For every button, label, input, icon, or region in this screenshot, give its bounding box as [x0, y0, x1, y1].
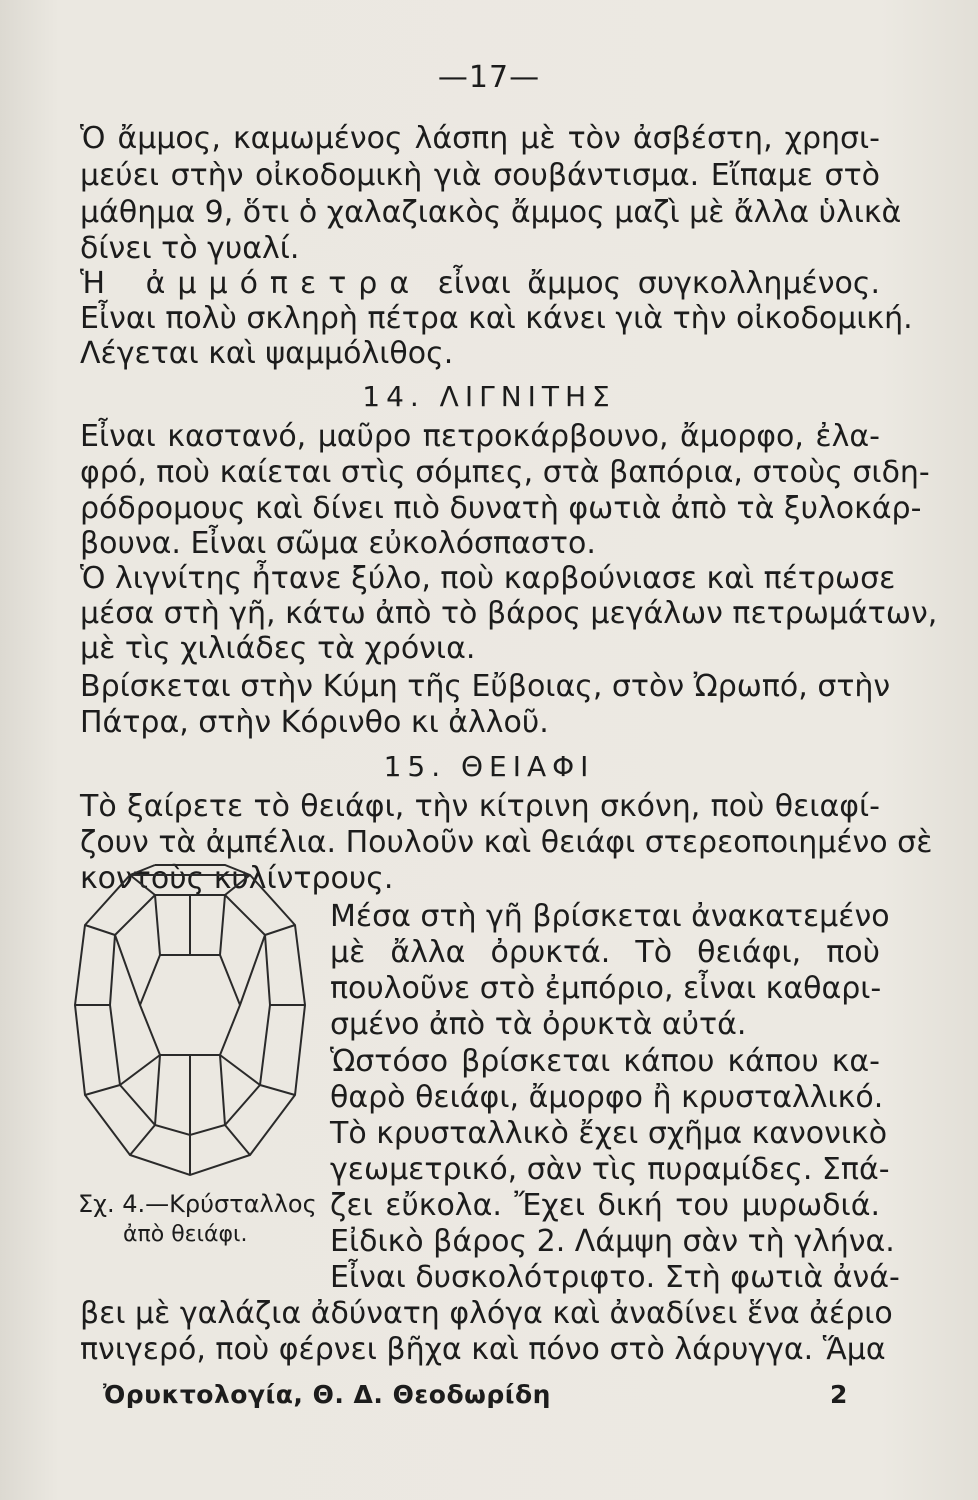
psammopetra-rest: εἶναι ἄμμος συγκολλημένος.: [437, 266, 881, 301]
text-line: μὲ ἄλλα ὀρυκτά. Τὸ θειάφι, ποὺ: [330, 935, 880, 970]
text-line: Βρίσκεται στὴν Κύμη τῆς Εὔβοιας, στὸν Ὠρωπό, στὴν: [80, 669, 891, 704]
text-line: γεωμετρικό, σὰν τὶς πυραμίδες. Σπά-: [330, 1152, 890, 1187]
text-line: μάθημα 9, ὅτι ὁ χαλαζιακὸς ἄμμος μαζὶ μὲ ἄλλα ὑλικὰ: [80, 195, 902, 230]
text-line: Τὸ κρυσταλλικὸ ἔχει σχῆμα κανονικὸ: [330, 1116, 888, 1151]
text-line: θαρὸ θειάφι, ἄμορφο ἢ κρυσταλλικό.: [330, 1080, 884, 1115]
text-line: Λέγεται καὶ ψαμμόλιθος.: [80, 336, 454, 371]
text-line: δίνει τὸ γυαλί.: [80, 231, 300, 266]
text-line: Ὁ ἄμμος, καμωμένος λάσπη μὲ τὸν ἀσβέστη, χρησι-: [80, 121, 880, 156]
page-number: —17—: [437, 60, 541, 95]
text-line: Εἰδικὸ βάρος 2. Λάμψη σὰν τὴ γλήνα.: [330, 1224, 895, 1259]
text-line: πνιγερό, ποὺ φέρνει βῆχα καὶ πόνο στὸ λάρυγγα. Ἅμα: [80, 1332, 886, 1367]
text-line: βουνα. Εἶναι σῶμα εὐκολόσπαστο.: [80, 526, 596, 561]
text-line: πουλοῦνε στὸ ἐμπόριο, εἶναι καθαρι-: [330, 971, 882, 1006]
text-line: Εἶναι πολὺ σκληρὴ πέτρα καὶ κάνει γιὰ τὴν οἰκοδομική.: [80, 301, 913, 336]
text-line: Ὡστόσο βρίσκεται κάπου κάπου κα-: [330, 1044, 880, 1079]
psammopetra-paragraph: [80, 267, 880, 301]
figure-caption-line2: ἀπὸ θειάφι.: [123, 1222, 248, 1247]
text-line: μέσα στὴ γῆ, κάτω ἀπὸ τὸ βάρος μεγάλων πετρωμάτων,: [80, 596, 938, 631]
footer-book-title: Ὀρυκτολογία, Θ. Δ. Θεοδωρίδη: [103, 1380, 551, 1409]
text-line: Τὸ ξαίρετε τὸ θειάφι, τὴν κίτρινη σκόνη, ποὺ θειαφί-: [80, 789, 880, 824]
footer-signature-number: 2: [830, 1380, 848, 1409]
text-line: ζουν τὰ ἀμπέλια. Πουλοῦν καὶ θειάφι στερεοποιημένο σὲ: [80, 825, 933, 860]
text-line: βει μὲ γαλάζια ἀδύνατη φλόγα καὶ ἀναδίνει ἕνα ἀέριο: [80, 1296, 893, 1331]
section-heading-sulfur: 15. ΘΕΙΑΦΙ: [383, 750, 595, 783]
text-line: Εἶναι καστανό, μαῦρο πετροκάρβουνο, ἄμορφο, ἐλα-: [80, 419, 880, 454]
sulfur-crystal-figure: [70, 855, 310, 1185]
text-line: ρόδρομους καὶ δίνει πιὸ δυνατὴ φωτιὰ ἀπὸ τὰ ξυλοκάρ-: [80, 491, 922, 526]
text-line: Μέσα στὴ γῆ βρίσκεται ἀνακατεμένο: [330, 899, 890, 934]
section-heading-lignite: 14. ΛΙΓΝΙΤΗΣ: [362, 380, 616, 413]
text-line: σμένο ἀπὸ τὰ ὀρυκτὰ αὐτά.: [330, 1007, 747, 1042]
text-line: Ὁ λιγνίτης ἦτανε ξύλο, ποὺ καρβούνιασε καὶ πέτρωσε: [80, 561, 896, 596]
text-line: Εἶναι δυσκολότριφτο. Στὴ φωτιὰ ἀνά-: [330, 1260, 900, 1295]
psammopetra-term: Ἡ ἀμμόπετρα: [80, 266, 422, 301]
text-line: μεύει στὴν οἰκοδομικὴ γιὰ σουβάντισμα. Εἴπαμε στὸ: [80, 158, 880, 193]
text-line: κοντοὺς κυλίντρους.: [80, 861, 394, 896]
text-line: μὲ τὶς χιλιάδες τὰ χρόνια.: [80, 631, 476, 666]
text-line: Πάτρα, στὴν Κόρινθο κι ἀλλοῦ.: [80, 705, 549, 740]
text-line: φρό, ποὺ καίεται στὶς σόμπες, στὰ βαπόρια, στοὺς σιδη-: [80, 455, 930, 490]
figure-caption-line1: Σχ. 4.—Κρύσταλλος: [78, 1190, 317, 1218]
text-line: ζει εὔκολα. Ἔχει δική του μυρωδιά.: [330, 1188, 880, 1223]
